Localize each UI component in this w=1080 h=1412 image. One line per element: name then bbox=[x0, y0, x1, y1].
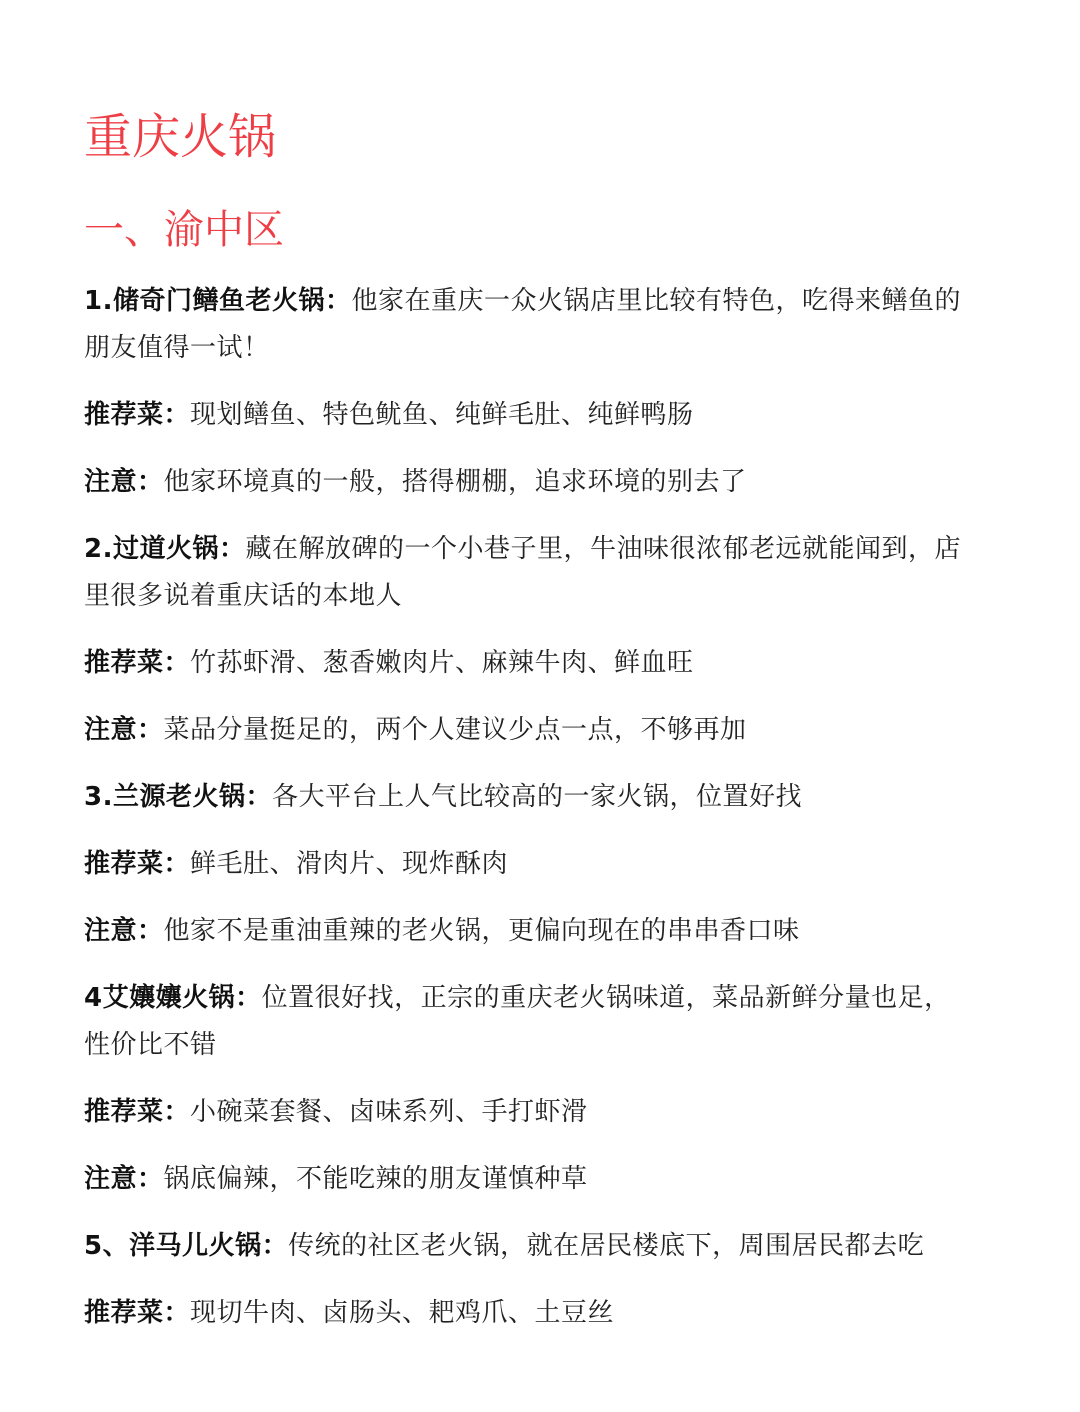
paragraph-text: 传统的社区老火锅，就在居民楼底下，周围居民都去吃 bbox=[288, 1231, 925, 1261]
paragraph bbox=[84, 707, 974, 754]
paragraph-label: 3.兰源老火锅： bbox=[84, 782, 272, 812]
paragraph-label: 注意： bbox=[84, 467, 164, 497]
section-heading: 一、渝中区 bbox=[84, 207, 284, 253]
paragraph-text: 位置很好找，正宗的重庆老火锅味道，菜品新鲜分量也足，性价比不错 bbox=[84, 983, 951, 1060]
paragraph-label: 推荐菜： bbox=[84, 1298, 191, 1328]
paragraph-text: 锅底偏辣，不能吃辣的朋友谨慎种草 bbox=[163, 1164, 588, 1194]
paragraph bbox=[84, 1156, 974, 1203]
paragraph bbox=[84, 774, 974, 821]
document bbox=[84, 102, 974, 1357]
paragraph bbox=[84, 640, 974, 687]
paragraph-text: 藏在解放碑的一个小巷子里，牛油味很浓郁老远就能闻到，店里很多说着重庆话的本地人 bbox=[84, 534, 961, 611]
paragraph-text: 他家不是重油重辣的老火锅，更偏向现在的串串香口味 bbox=[163, 916, 800, 946]
paragraph bbox=[84, 908, 974, 955]
paragraph-label: 推荐菜： bbox=[84, 1097, 191, 1127]
paragraph-label: 推荐菜： bbox=[84, 648, 191, 678]
paragraph-label: 4艾孃孃火锅： bbox=[84, 983, 262, 1013]
paragraph-text: 菜品分量挺足的，两个人建议少点一点，不够再加 bbox=[163, 715, 747, 745]
paragraph bbox=[84, 975, 974, 1069]
paragraph-text: 竹荪虾滑、葱香嫩肉片、麻辣牛肉、鲜血旺 bbox=[190, 648, 694, 678]
paragraph bbox=[84, 841, 974, 888]
paragraph-text: 鲜毛肚、滑肉片、现炸酥肉 bbox=[190, 849, 509, 879]
paragraph-label: 5、洋马儿火锅： bbox=[84, 1231, 289, 1261]
paragraph bbox=[84, 459, 974, 506]
paragraph-text: 现切牛肉、卤肠头、耙鸡爪、土豆丝 bbox=[190, 1298, 615, 1328]
paragraph-label: 注意： bbox=[84, 916, 164, 946]
paragraph-text: 他家在重庆一众火锅店里比较有特色，吃得来鳝鱼的朋友值得一试！ bbox=[84, 286, 961, 363]
paragraph bbox=[84, 1223, 974, 1270]
paragraph-label: 1.储奇门鳝鱼老火锅： bbox=[84, 286, 352, 316]
page-title: 重庆火锅 bbox=[84, 109, 277, 165]
paragraph bbox=[84, 1089, 974, 1136]
paragraph-list bbox=[84, 278, 974, 1337]
paragraph-label: 2.过道火锅： bbox=[84, 534, 246, 564]
paragraph bbox=[84, 392, 974, 439]
paragraph-text: 他家环境真的一般，搭得棚棚，追求环境的别去了 bbox=[163, 467, 747, 497]
paragraph-label: 推荐菜： bbox=[84, 400, 191, 430]
paragraph bbox=[84, 526, 974, 620]
paragraph-label: 注意： bbox=[84, 1164, 164, 1194]
paragraph-label: 注意： bbox=[84, 715, 164, 745]
paragraph-label: 推荐菜： bbox=[84, 849, 191, 879]
paragraph-text: 小碗菜套餐、卤味系列、手打虾滑 bbox=[190, 1097, 588, 1127]
paragraph bbox=[84, 278, 974, 372]
paragraph-text: 各大平台上人气比较高的一家火锅，位置好找 bbox=[271, 782, 802, 812]
paragraph-text: 现划鳝鱼、特色鱿鱼、纯鲜毛肚、纯鲜鸭肠 bbox=[190, 400, 694, 430]
paragraph bbox=[84, 1290, 974, 1337]
